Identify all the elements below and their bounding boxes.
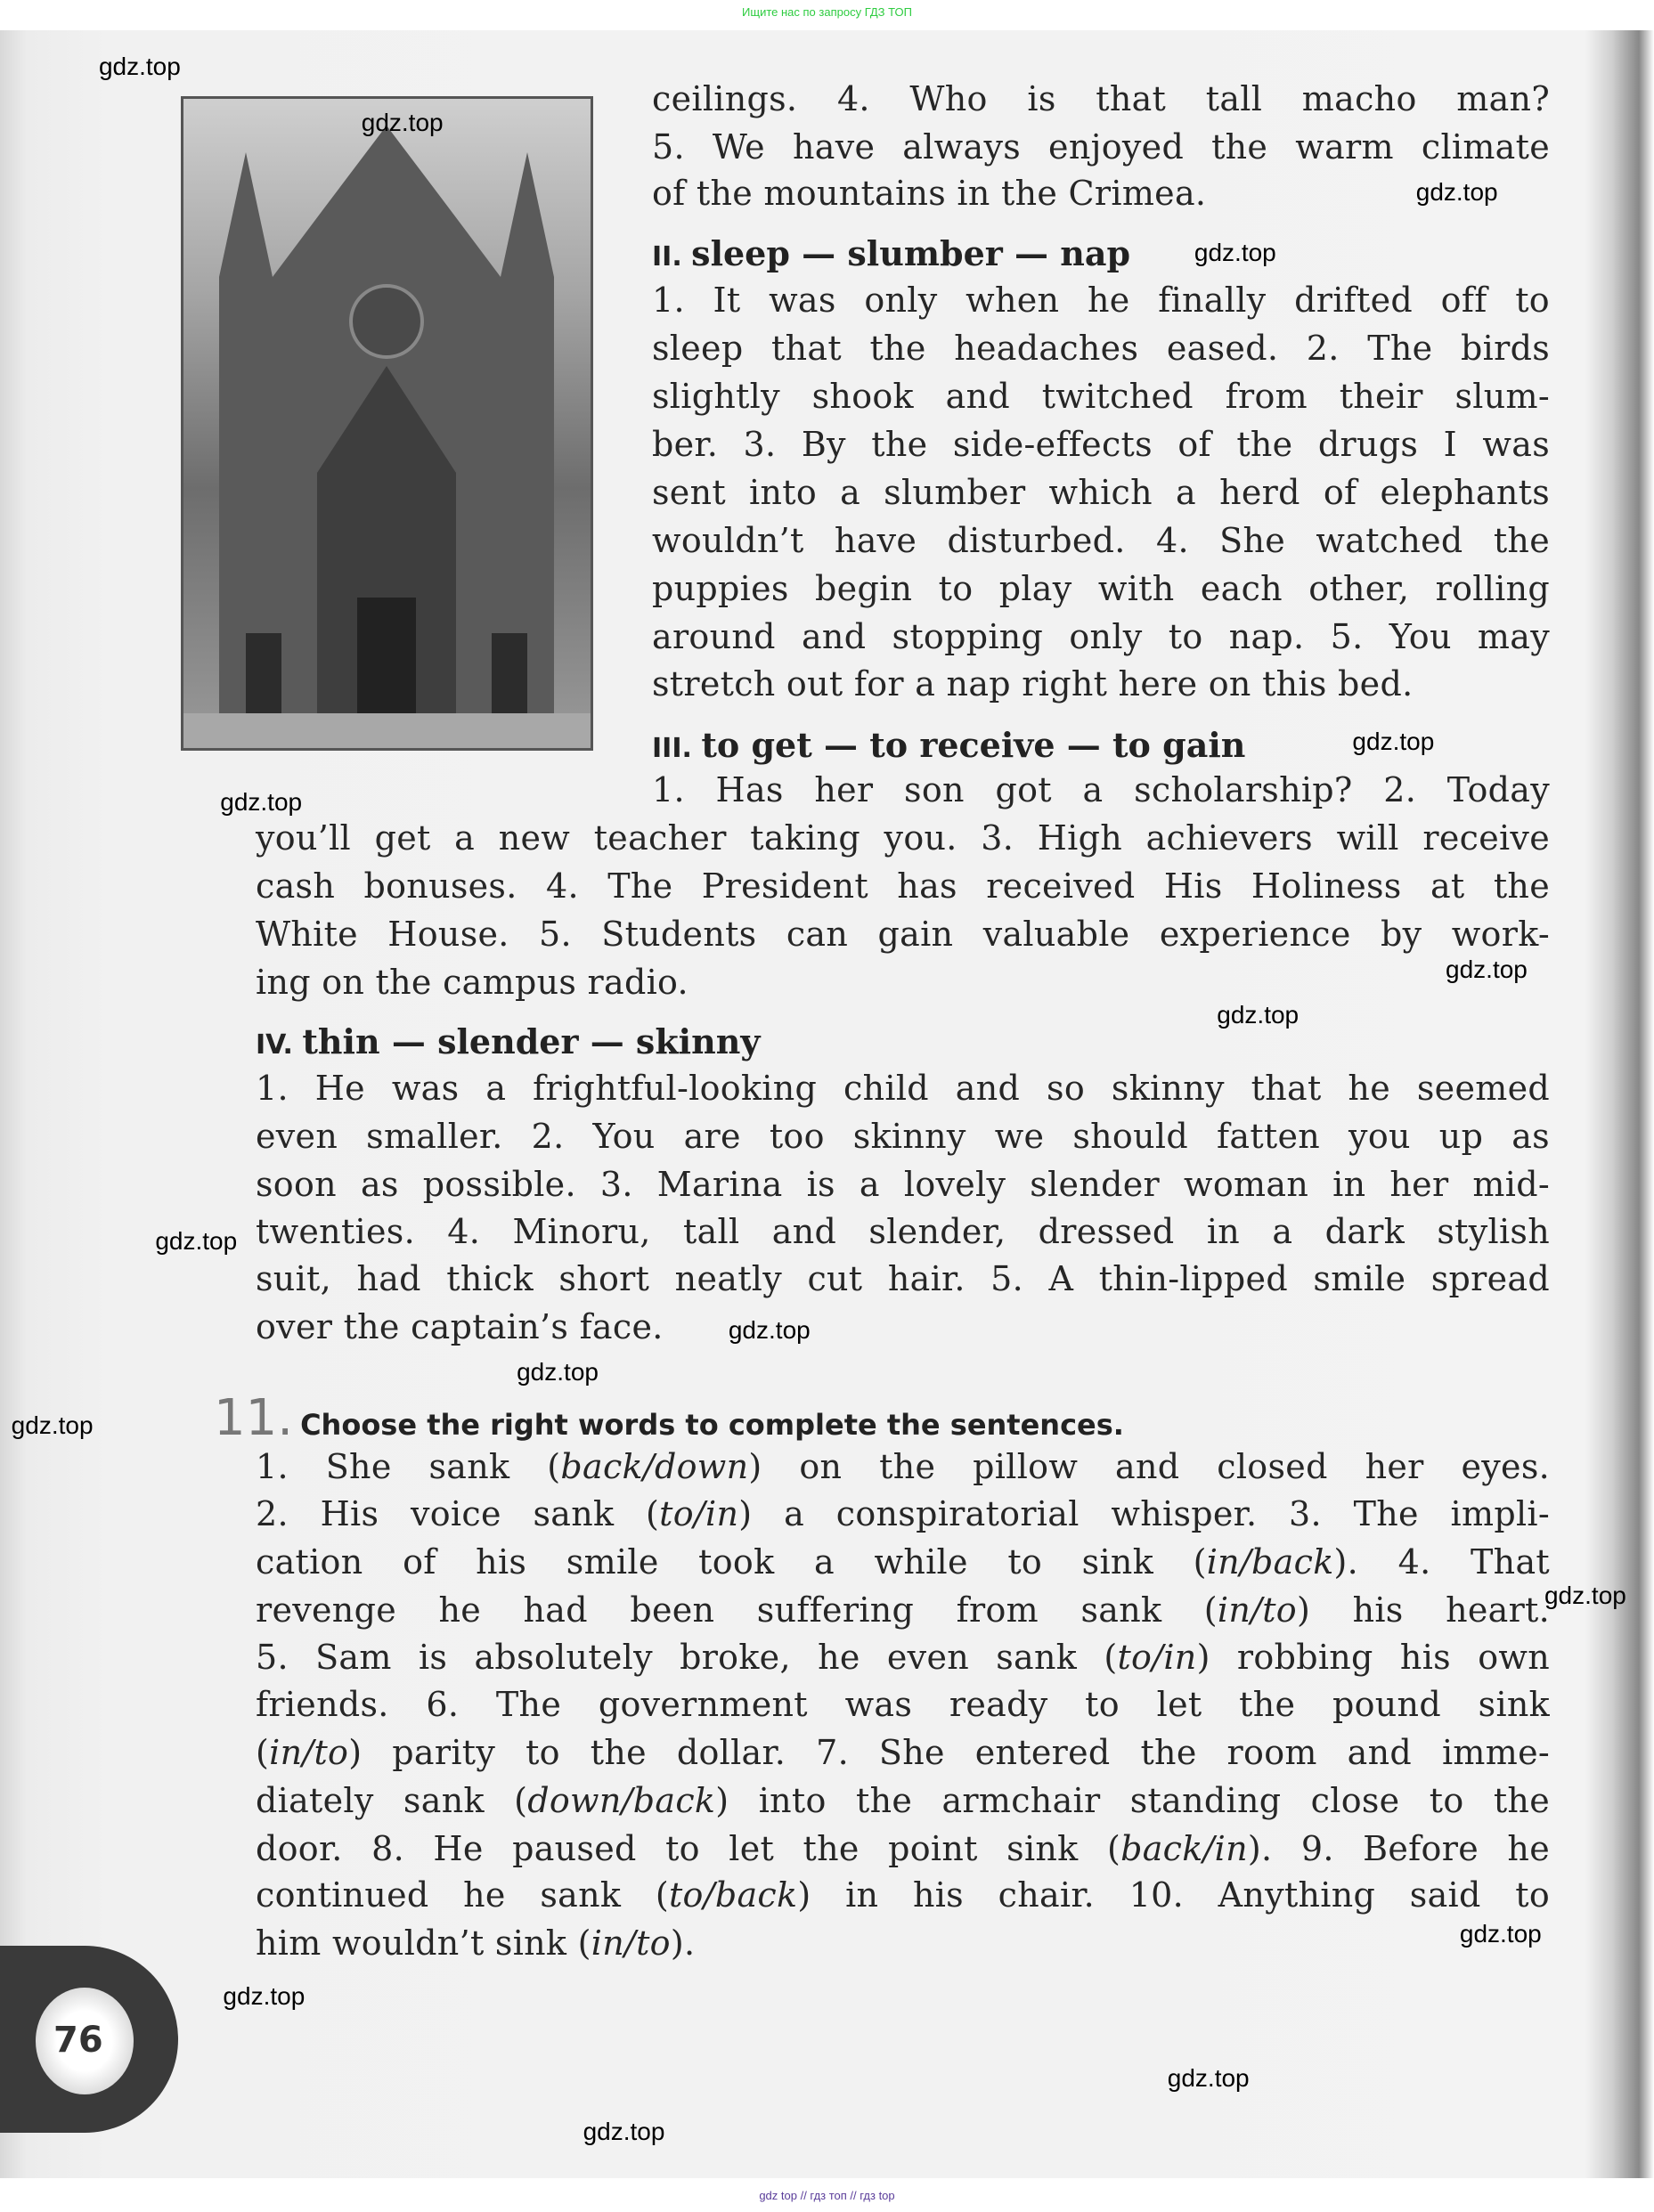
text-segment: diately sank (	[256, 1781, 528, 1821]
page-number: 76	[53, 2020, 103, 2061]
text-line	[652, 617, 1550, 656]
text-segment: 5. We have always enjoyed the warm climate	[652, 126, 1550, 167]
watermark-text: gdz.top	[1415, 178, 1498, 207]
text-line	[256, 1069, 1550, 1108]
answer-options: to/back	[668, 1875, 798, 1915]
text-line	[256, 915, 1550, 954]
answer-options: back/down	[560, 1446, 749, 1486]
text-line	[256, 1307, 1550, 1346]
text-line	[256, 1494, 1550, 1533]
text-line	[256, 1542, 1550, 1582]
answer-options: down/back	[527, 1781, 716, 1821]
text-segment: ber. 3. By the side-effects of the drugs I was	[652, 425, 1550, 465]
watermark-text: gdz.top	[220, 787, 303, 816]
section-heading	[256, 1021, 760, 1061]
text-segment: soon as possible. 3. Marina is a lovely slender woman in her mid-	[256, 1164, 1550, 1204]
watermark-text: gdz.top	[361, 109, 444, 137]
text-segment: wouldn’t have disturbed. 4. She watched the	[652, 520, 1550, 560]
watermark-text: gdz.top	[517, 1358, 599, 1387]
text-line	[256, 1829, 1550, 1868]
text-segment: you’ll get a new teacher taking you. 3. High achievers will receive	[256, 818, 1550, 858]
text-segment: ) robbing his own	[1196, 1637, 1550, 1677]
text-line	[256, 1447, 1550, 1486]
text-segment: ceilings. 4. Who is that tall macho man?	[652, 78, 1550, 118]
text-segment: ).	[670, 1923, 696, 1964]
text-segment: (	[256, 1733, 270, 1773]
text-line	[256, 1923, 1550, 1963]
text-segment: revenge he had been suffering from sank (	[256, 1590, 1218, 1631]
text-line	[652, 569, 1550, 608]
answer-options: to/in	[659, 1494, 739, 1534]
text-segment: ) his heart.	[1296, 1590, 1551, 1631]
watermark-text: gdz.top	[1167, 2063, 1250, 2092]
answer-options: in/to	[1217, 1590, 1297, 1631]
text-segment: continued he sank (	[256, 1875, 669, 1915]
text-line	[256, 1259, 1550, 1298]
answer-options: to/in	[1117, 1637, 1197, 1677]
text-line	[652, 329, 1550, 368]
watermark-text: gdz.top	[155, 1226, 238, 1255]
watermark-text: gdz.top	[1217, 1001, 1300, 1029]
text-segment: 1. She sank (	[256, 1446, 561, 1486]
top-banner: Ищите нас по запросу ГДЗ ТОП	[742, 5, 912, 19]
text-line	[256, 866, 1550, 906]
text-segment: sleep that the headaches eased. 2. The birds	[652, 329, 1550, 369]
exercise-number: 11.	[214, 1389, 294, 1447]
exercise-11-heading	[214, 1389, 1124, 1447]
watermark-text: gdz.top	[223, 1981, 306, 2010]
section-title: thin — slender — skinny	[302, 1021, 761, 1061]
text-line	[652, 521, 1550, 560]
text-segment: 2. His voice sank (	[256, 1494, 660, 1534]
text-segment: cation of his smile took a while to sink (	[256, 1542, 1207, 1582]
text-line	[256, 1875, 1550, 1915]
section-title: to get — to receive — to gain	[701, 725, 1246, 766]
text-segment: 1. Has her son got a scholarship? 2. Today	[652, 770, 1550, 810]
section-heading	[652, 725, 1245, 765]
answer-options: in/back	[1206, 1542, 1334, 1582]
text-line	[256, 1685, 1550, 1724]
text-line	[652, 770, 1550, 809]
answer-options: back/in	[1120, 1829, 1248, 1869]
text-segment: ) on the pillow and closed her eyes.	[748, 1446, 1551, 1486]
text-segment: 1. He was a frightful-looking child and so skinny that he seemed	[256, 1068, 1550, 1108]
cathedral-illustration	[183, 99, 591, 748]
watermark-text: gdz.top	[1459, 1920, 1542, 1948]
text-line	[652, 425, 1550, 464]
watermark-text: gdz.top	[583, 2117, 665, 2145]
text-segment: slightly shook and twitched from their slum-	[652, 377, 1550, 417]
section-heading	[652, 233, 1130, 273]
text-segment: friends. 6. The government was ready to let the pound sink	[256, 1685, 1550, 1725]
text-line	[256, 1117, 1550, 1156]
text-segment: 5. Sam is absolutely broke, he even sank (	[256, 1637, 1118, 1677]
text-segment: ). 4. That	[1333, 1542, 1550, 1582]
section-numeral: IV.	[256, 1029, 303, 1061]
text-line	[256, 1781, 1550, 1820]
text-segment: ). 9. Before he	[1247, 1829, 1550, 1869]
text-segment: suit, had thick short neatly cut hair. 5. A thin-lipped smile spread	[256, 1258, 1550, 1298]
text-segment: twenties. 4. Minoru, tall and slender, dressed in a dark stylish	[256, 1212, 1550, 1252]
text-segment: ) in his chair. 10. Anything said to	[797, 1875, 1550, 1915]
section-title: sleep — slumber — nap	[691, 233, 1131, 274]
text-line	[256, 818, 1550, 858]
text-segment: of the mountains in the Crimea.	[652, 173, 1207, 213]
text-segment: cash bonuses. 4. The President has received His Holiness at the	[256, 866, 1550, 907]
cathedral-photo	[181, 96, 593, 751]
text-segment: him wouldn’t sink (	[256, 1923, 591, 1964]
text-segment: stretch out for a nap right here on this bed.	[652, 664, 1414, 704]
answer-options: in/to	[591, 1923, 671, 1964]
text-line	[652, 281, 1550, 320]
text-segment: White House. 5. Students can gain valuable experience by work-	[256, 915, 1550, 955]
text-segment: over the captain’s face.	[256, 1306, 664, 1346]
text-segment: ) parity to the dollar. 7. She entered the room and imme-	[348, 1733, 1550, 1773]
text-line	[652, 79, 1550, 118]
text-line	[652, 473, 1550, 512]
watermark-text: gdz.top	[98, 53, 181, 81]
text-segment: ing on the campus radio.	[256, 962, 688, 1002]
text-segment: puppies begin to play with each other, rolling	[652, 568, 1550, 608]
text-line	[256, 1212, 1550, 1251]
watermark-text: gdz.top	[728, 1315, 811, 1344]
text-line	[256, 963, 1550, 1002]
exercise-instruction: Choose the right words to complete the sentences.	[300, 1408, 1124, 1442]
text-line	[256, 1165, 1550, 1204]
text-segment: around and stopping only to nap. 5. You may	[652, 616, 1550, 656]
text-line	[652, 664, 1550, 703]
text-line	[256, 1733, 1550, 1772]
section-numeral: III.	[652, 733, 702, 765]
text-segment: ) a conspiratorial whisper. 3. The impli-	[738, 1494, 1550, 1534]
text-segment: door. 8. He paused to let the point sink (	[256, 1829, 1121, 1869]
text-segment: ) into the armchair standing close to the	[715, 1781, 1550, 1821]
section-numeral: II.	[652, 241, 692, 273]
bottom-banner: gdz top // гдз топ // гдз top	[759, 2189, 895, 2202]
watermark-text: gdz.top	[11, 1411, 94, 1440]
text-line	[652, 377, 1550, 416]
text-segment: even smaller. 2. You are too skinny we should fatten you up as	[256, 1116, 1550, 1156]
text-line	[256, 1590, 1550, 1630]
text-segment: sent into a slumber which a herd of elephants	[652, 472, 1550, 512]
watermark-text: gdz.top	[1446, 956, 1528, 984]
watermark-text: gdz.top	[1544, 1581, 1626, 1609]
text-line	[652, 127, 1550, 167]
answer-options: in/to	[269, 1733, 349, 1773]
watermark-text: gdz.top	[1352, 727, 1435, 755]
text-line	[256, 1638, 1550, 1677]
watermark-text: gdz.top	[1194, 239, 1276, 267]
text-segment: 1. It was only when he finally drifted off to	[652, 281, 1550, 321]
